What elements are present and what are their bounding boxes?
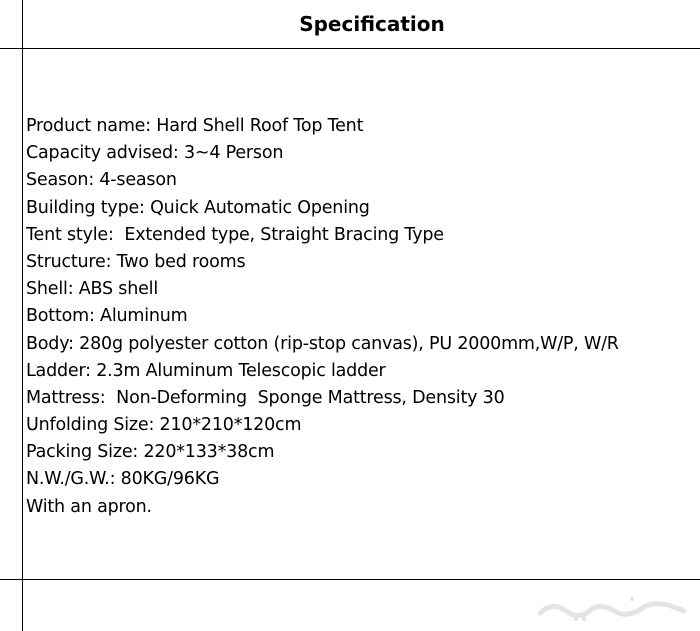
header-divider <box>0 48 700 49</box>
footer-divider <box>0 579 700 580</box>
spec-body: Body: 280g polyester cotton (rip-stop canvas), PU 2000mm,W/P, W/R <box>26 333 619 354</box>
spec-apron: With an apron. <box>26 496 152 517</box>
spec-tent-style: Tent style: Extended type, Straight Bracing Type <box>26 224 444 245</box>
spec-season: Season: 4-season <box>26 170 177 191</box>
spec-shell: Shell: ABS shell <box>26 279 158 300</box>
spec-packing-size: Packing Size: 220*133*38cm <box>26 442 275 463</box>
table-left-border <box>22 0 23 631</box>
spec-weight: N.W./G.W.: 80KG/96KG <box>26 469 220 490</box>
spec-ladder: Ladder: 2.3m Aluminum Telescopic ladder <box>26 360 386 381</box>
watermark-logo <box>532 593 692 623</box>
spec-mattress: Mattress: Non-Deforming Sponge Mattress, Density 30 <box>26 387 505 408</box>
spec-structure: Structure: Two bed rooms <box>26 251 246 272</box>
spec-list <box>26 113 619 521</box>
spec-building-type: Building type: Quick Automatic Opening <box>26 197 370 218</box>
spec-unfolding-size: Unfolding Size: 210*210*120cm <box>26 415 302 436</box>
spec-product-name: Product name: Hard Shell Roof Top Tent <box>26 116 364 136</box>
spec-capacity: Capacity advised: 3~4 Person <box>26 143 284 164</box>
spec-bottom: Bottom: Aluminum <box>26 306 188 327</box>
page-title: Specification <box>299 12 445 36</box>
